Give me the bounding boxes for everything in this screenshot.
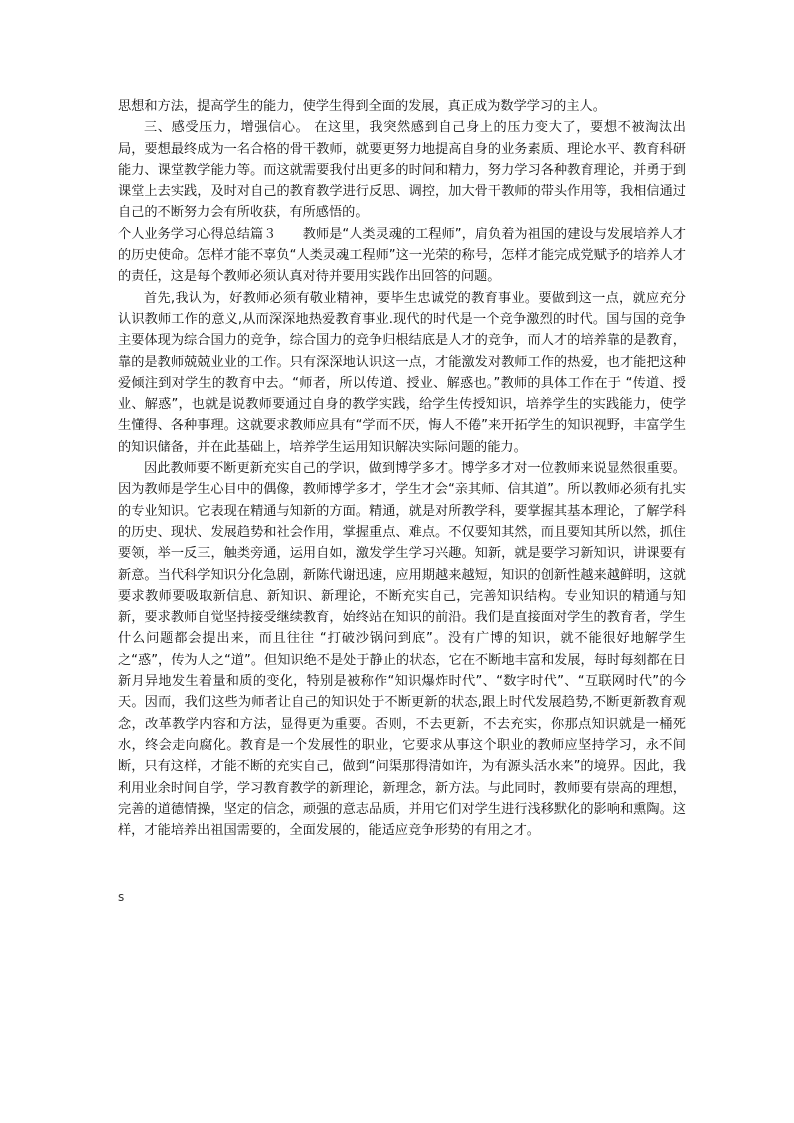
paragraph-5: 因此教师要不断更新充实自己的学识，做到博学多才。博学多才对一位教师来说显然很重要。因为教师是学生心目中的偶像，教师博学多才，学生才会“亲其师、信其道”。所以教师必须有扎实的专业知识。它表现在精通与知新的方面。精通，就是对所教学科，要掌握其基本理论，了解学科的历史、现状、发展趋势和社会作用，掌握重点、难点。不仅要知其然，而且要知其所以然，抓住要领，举一反三，触类旁通，运用自如，激发学生学习兴趣。知新，就是要学习新知识，讲课要有新意。当代科学知识分化急剧，新陈代谢迅速，应用期越来越短，知识的创新性越来越鲜明，这就要求教师要吸取新信息、新知识、新理论，不断充实自己，完善知识结构。专业知识的精通与知新，要求教师自觉坚持接受继续教育，始终站在知识的前沿。我们是直接面对学生的教育者，学生什么问题都会提出来，而且往往 “打破沙锅问到底”。没有广博的知识，就不能很好地解学生之“惑”，传为人之“道”。但知识绝不是处于静止的状态，它在不断地丰富和发展，每时每刻都在日新月异地发生着量和质的变化，特别是被称作“知识爆炸时代”、“数字时代”、“互联网时代”的今天。因而，我们这些为师者让自己的知识处于不断更新的状态,跟上时代发展趋势,不断更新教育观念，改革教学内容和方法，显得更为重要。否则，不去更新，不去充实，你那点知识就是一桶死水，终会走向腐化。教育是一个发展性的职业，它要求从事这个职业的教师应坚持学习，永不间断，只有这样，才能不断的充实自己，做到“问渠那得清如许，为有源头活水来”的境界。因此，我利用业余时间自学，学习教育教学的新理论，新理念，新方法。与此同时，教师要有崇高的理想，完善的道德情操，坚定的信念，顽强的意志品质，并用它们对学生进行浅移默化的影响和熏陶。这样，才能培养出祖国需要的，全面发展的，能适应竞争形势的有用之才。 — [118, 461, 687, 839]
document-body — [118, 96, 686, 841]
paragraph-4: 首先,我认为，好教师必须有敬业精神，要毕生忠诚党的教育事业。要做到这一点，就应充分认识教师工作的意义,从而深深地热爱教育事业.现代的时代是一个竞争激烈的时代。国与国的竞争主要体现为综合国力的竞争，综合国力的竞争归根结底是人才的竞争，而人才的培养靠的是教育，靠的是教师兢兢业业的工作。只有深深地认识这一点，才能激发对教师工作的热爱，也才能把这种爱倾注到对学生的教育中去。“师者，所以传道、授业、解惑也。”教师的具体工作在于 “传道、授业、解惑”，也就是说教师要通过自身的教学实践，给学生传授知识，培养学生的实践能力，使学生懂得、各种事理。这就要求教师应具有“学而不厌，悔人不倦”来开拓学生的知识视野，丰富学生的知识储备，并在此基础上，培养学生运用知识解决实际问题的能力。 — [118, 290, 686, 455]
footer-mark: s — [118, 890, 125, 904]
paragraph-3: 个人业务学习心得总结篇３ 教师是“人类灵魂的工程师”，肩负着为祖国的建设与发展培养人才的历史使命。怎样才能不辜负“人类灵魂工程师”这一光荣的称号，怎样才能完成党赋予的培养人才的责任，这是每个教师必须认真对待并要用实践作出回答的问题。 — [118, 226, 686, 285]
paragraph-2: 三、感受压力，增强信心。 在这里，我突然感到自己身上的压力变大了，要想不被淘汰出局，要想最终成为一名合格的骨干教师，就要更努力地提高自身的业务素质、理论水平、教育科研能力、课堂教学能力等。而这就需要我付出更多的时间和精力，努力学习各种教育理论，并勇于到课堂上去实践，及时对自己的教育教学进行反思、调控，加大骨干教师的带头作用等，我相信通过自己的不断努力会有所收获，有所感悟的。 — [118, 120, 686, 221]
paragraph-1: 思想和方法，提高学生的能力，使学生得到全面的发展，真正成为数学学习的主人。 — [118, 99, 606, 114]
